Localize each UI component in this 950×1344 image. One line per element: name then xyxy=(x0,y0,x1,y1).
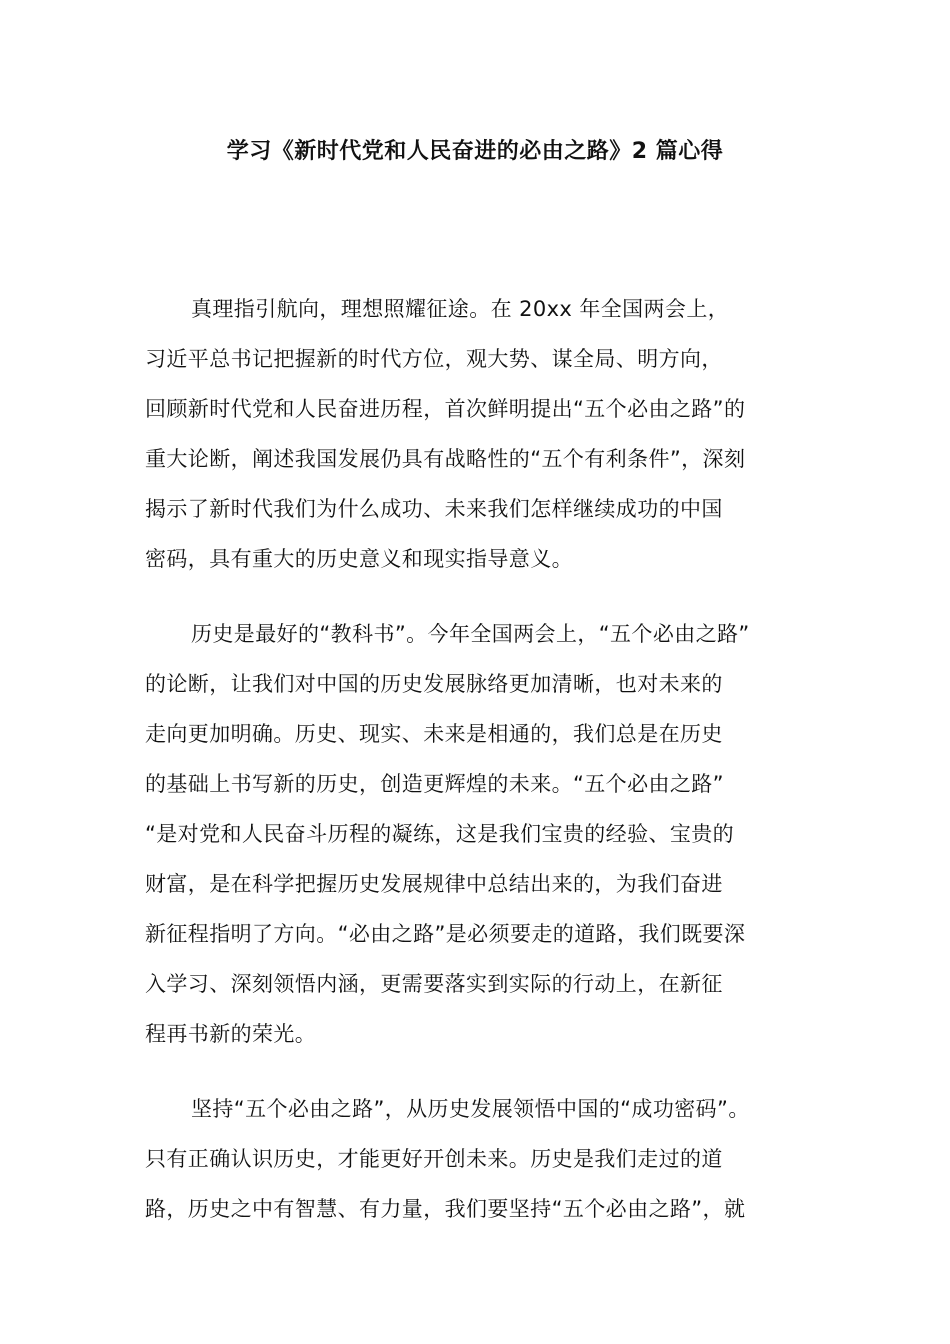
paragraph-line: 习近平总书记把握新的时代方位，观大势、谋全局、明方向， xyxy=(145,347,723,371)
paragraph-line: 坚持“五个必由之路”，从历史发展领悟中国的“成功密码”。 xyxy=(191,1097,750,1121)
paragraph-line: 走向更加明确。历史、现实、未来是相通的，我们总是在历史 xyxy=(145,722,723,746)
paragraph-line: 的论断，让我们对中国的历史发展脉络更加清晰，也对未来的 xyxy=(145,672,723,696)
document-body xyxy=(145,284,810,1259)
paragraph-2 xyxy=(145,609,810,1059)
document-title: 学习《新时代党和人民奋进的必由之路》2 篇心得 xyxy=(226,139,724,164)
paragraph-line: 只有正确认识历史，才能更好开创未来。历史是我们走过的道 xyxy=(145,1147,723,1171)
paragraph-3 xyxy=(145,1084,810,1234)
paragraph-line: 新征程指明了方向。“必由之路”是必须要走的道路，我们既要深 xyxy=(145,922,746,946)
paragraph-1 xyxy=(145,284,810,584)
paragraph-line: 财富，是在科学把握历史发展规律中总结出来的，为我们奋进 xyxy=(145,872,723,896)
paragraph-line: 揭示了新时代我们为什么成功、未来我们怎样继续成功的中国 xyxy=(145,497,723,521)
paragraph-line: 的基础上书写新的历史，创造更辉煌的未来。“五个必由之路” xyxy=(145,772,724,796)
paragraph-line: 程再书新的荣光。 xyxy=(145,1022,317,1046)
paragraph-line: 回顾新时代党和人民奋进历程，首次鲜明提出“五个必由之路”的 xyxy=(145,397,746,421)
paragraph-line: 路，历史之中有智慧、有力量，我们要坚持“五个必由之路”，就 xyxy=(145,1197,746,1221)
paragraph-line: “是对党和人民奋斗历程的凝练，这是我们宝贵的经验、宝贵的 xyxy=(145,822,735,846)
paragraph-line: 重大论断，阐述我国发展仍具有战略性的“五个有利条件”，深刻 xyxy=(145,447,746,471)
paragraph-line: 入学习、深刻领悟内涵，更需要落实到实际的行动上，在新征 xyxy=(145,972,723,996)
paragraph-line: 真理指引航向，理想照耀征途。在 20xx 年全国两会上， xyxy=(191,297,730,321)
paragraph-line: 历史是最好的“教科书”。今年全国两会上，“五个必由之路” xyxy=(191,622,750,646)
paragraph-line: 密码，具有重大的历史意义和现实指导意义。 xyxy=(145,547,573,571)
